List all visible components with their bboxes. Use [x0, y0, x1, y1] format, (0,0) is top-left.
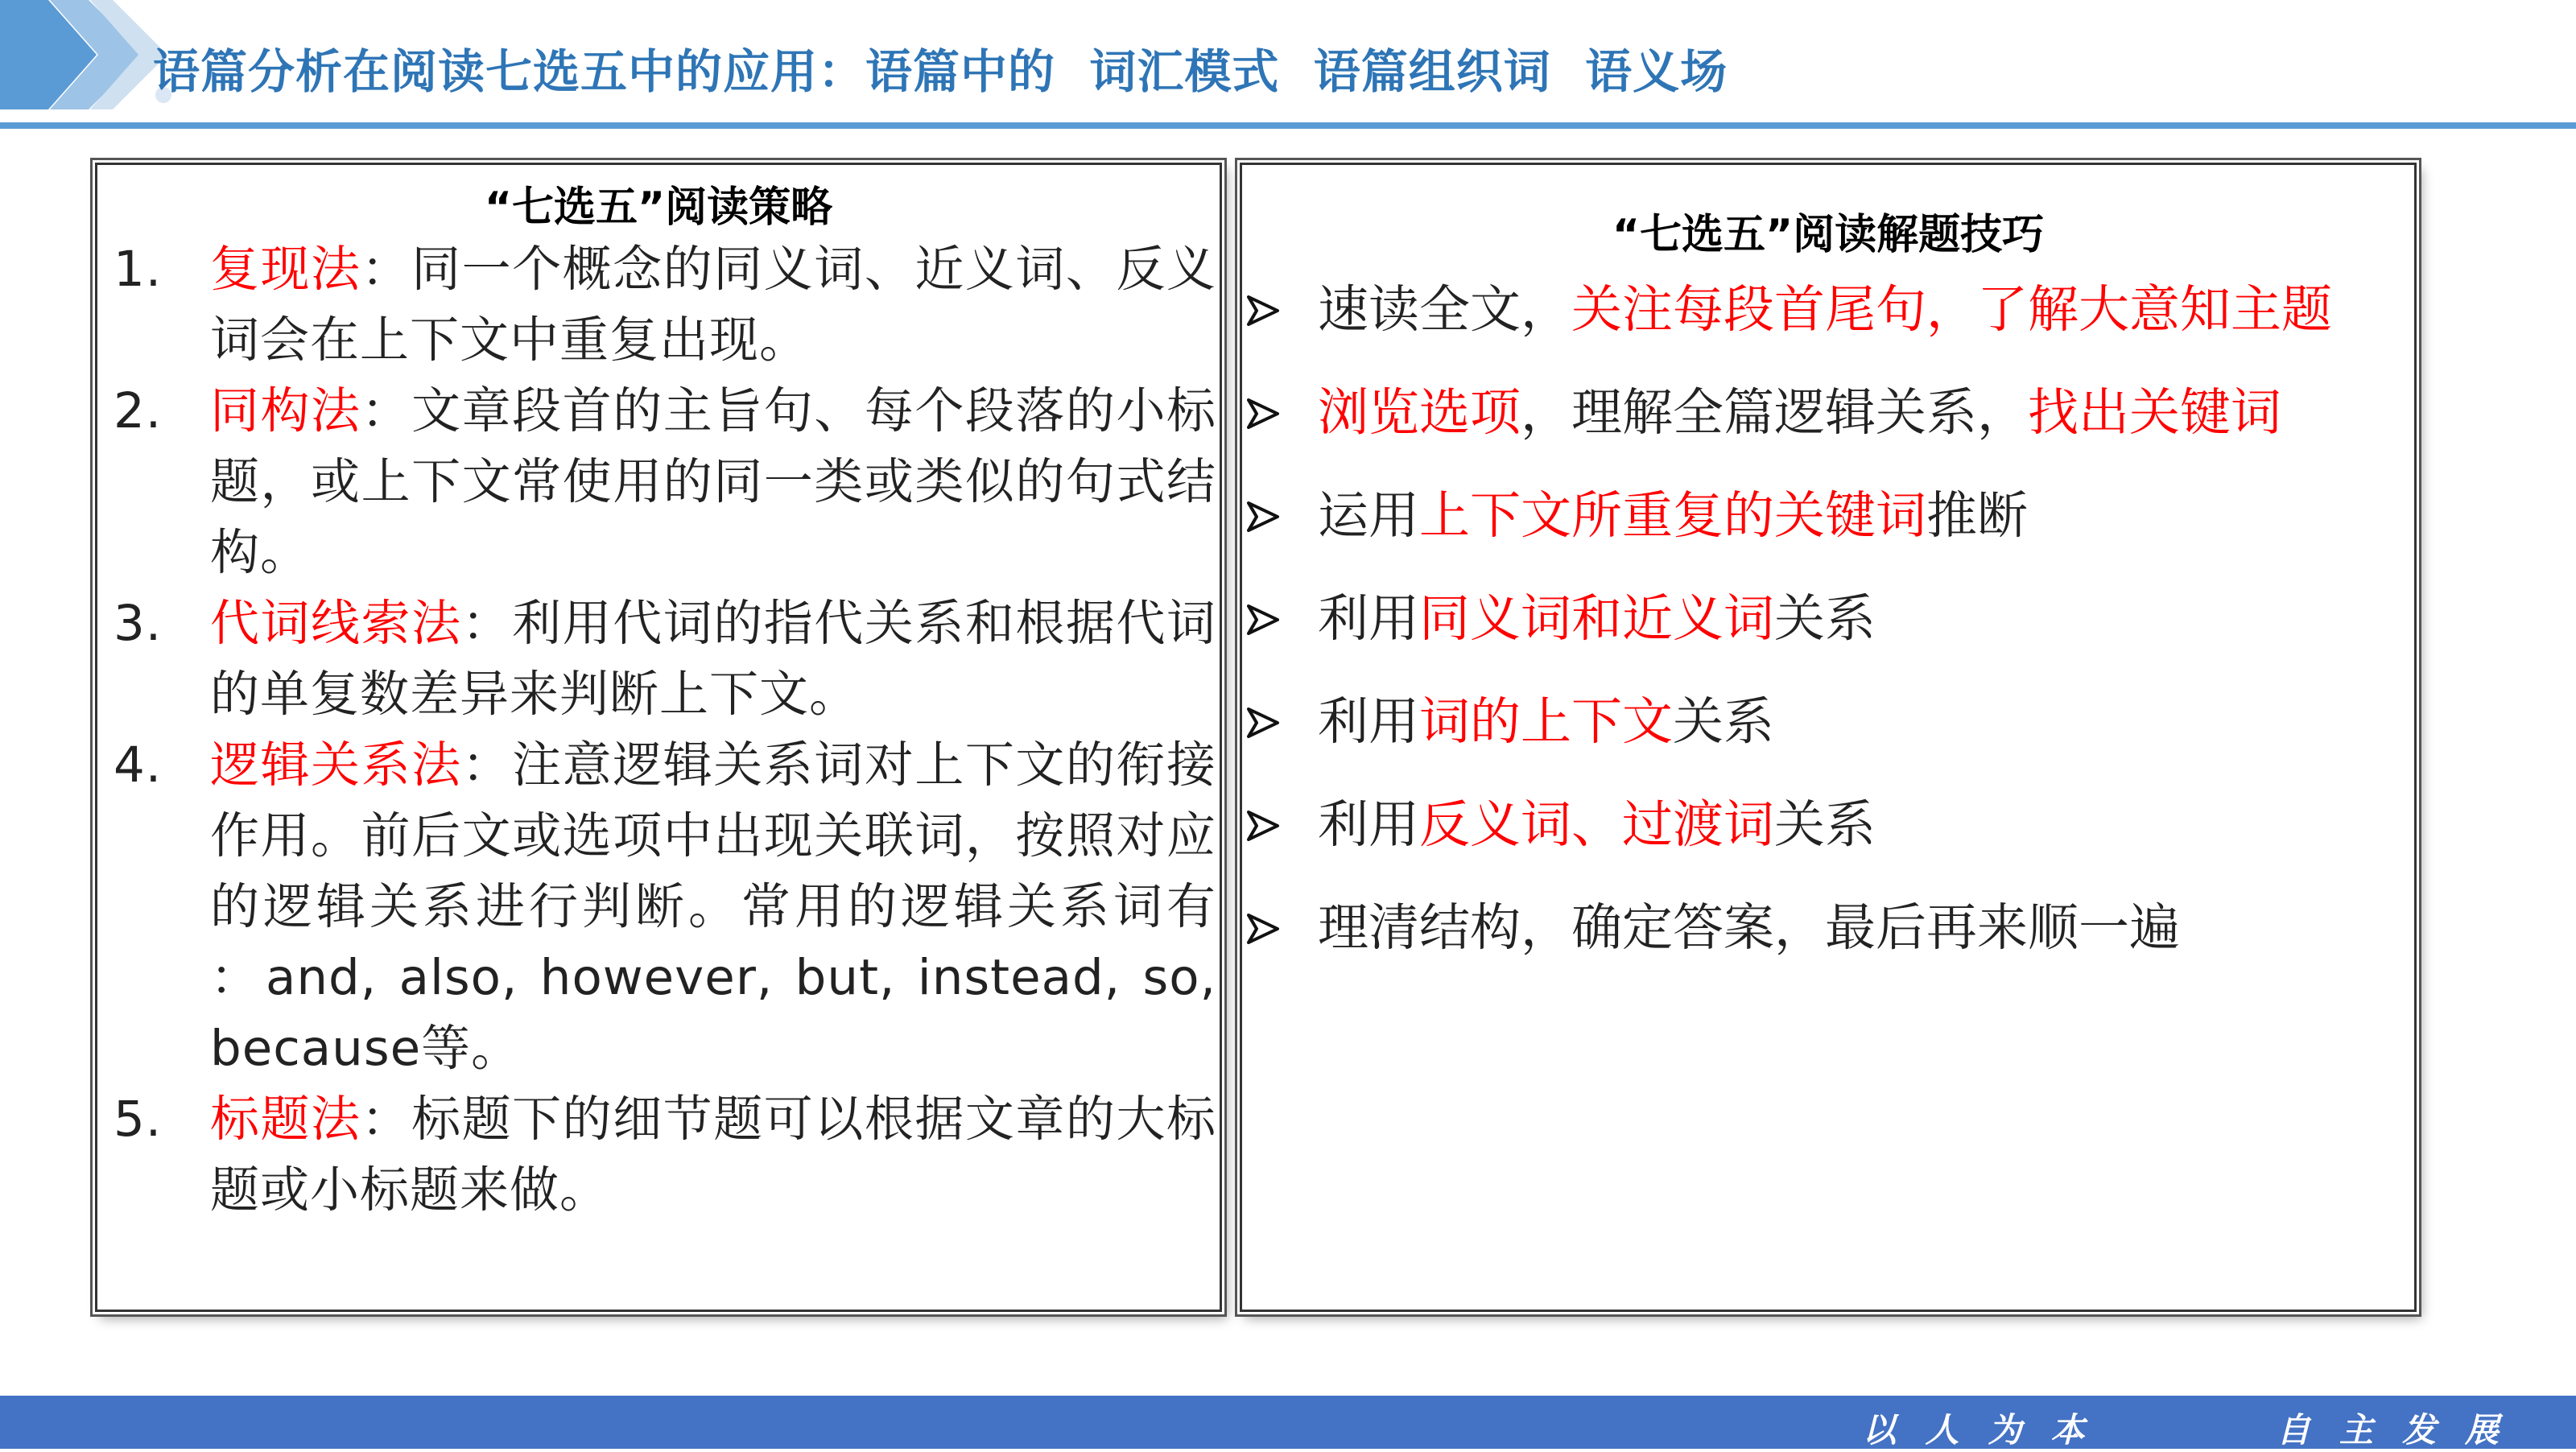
arrowhead-bullet-icon: [1247, 707, 1279, 738]
tip-text: 利用: [1318, 692, 1419, 751]
tip-item: [1242, 670, 2409, 773]
strategy-description: ：利用代词的指代关系和根据代词的单复数差异来判断上下文。: [210, 595, 1216, 723]
arrowhead-bullet-icon: [1247, 914, 1279, 944]
solving-tips-panel: [1240, 163, 2417, 1312]
arrowhead-bullet-icon: [1247, 501, 1279, 532]
strategy-description: ：标题下的细节题可以根据文章的大标题或小标题来做。: [210, 1091, 1216, 1219]
tip-highlight-text: 反义词、过渡词: [1419, 795, 1774, 854]
strategy-name: 标题法: [210, 1091, 361, 1148]
tip-text: 运用: [1318, 486, 1419, 545]
strategy-item: [114, 1084, 1216, 1226]
tips-panel-title: “七选五”阅读解题技巧: [1612, 211, 2045, 259]
tip-item: [1242, 877, 2409, 980]
tip-highlight-text: 浏览选项: [1318, 383, 1521, 442]
strategy-name: 逻辑关系法: [210, 736, 462, 794]
footer-bar: [0, 1396, 2576, 1449]
tip-item: [1242, 464, 2409, 567]
strategy-item: [114, 588, 1216, 730]
strategy-item: [114, 234, 1216, 376]
strategy-list: [114, 234, 1216, 1226]
reading-strategy-panel: [95, 163, 1222, 1312]
strategy-panel-title: “七选五”阅读策略: [484, 184, 833, 232]
header-divider: [0, 122, 2576, 129]
tip-text: ，理解全篇逻辑关系，: [1521, 383, 2028, 442]
strategy-name: 复现法: [210, 241, 361, 298]
tip-text: 理清结构，确定答案，最后再来顺一遍: [1318, 898, 2180, 957]
tip-highlight-text: 找出关键词: [2028, 383, 2281, 442]
strategy-number: 5.: [114, 1091, 163, 1148]
tip-item: [1242, 567, 2409, 670]
footer-motto: 以人为本 自主发展: [1862, 1410, 2528, 1450]
strategy-number: 4.: [114, 736, 163, 794]
page-title: 语篇分析在阅读七选五中的应用：语篇中的 词汇模式 语篇组织词 语义场: [153, 44, 1728, 99]
tip-item: [1242, 773, 2409, 877]
tips-list: [1242, 258, 2409, 980]
tip-text: 利用: [1318, 589, 1419, 648]
strategy-number: 2.: [114, 382, 163, 439]
strategy-name: 同构法: [210, 382, 361, 439]
strategy-item: [114, 376, 1216, 588]
tip-highlight-text: 上下文所重复的关键词: [1419, 486, 1926, 545]
tip-text: 关系: [1774, 795, 1876, 854]
tip-text: 关系: [1673, 692, 1774, 751]
strategy-name: 代词线索法: [210, 595, 462, 652]
tip-text: 速读全文，: [1318, 280, 1571, 339]
tip-text: 关系: [1774, 589, 1876, 648]
strategy-number: 3.: [114, 595, 163, 652]
tip-text: 推断: [1926, 486, 2028, 545]
arrowhead-bullet-icon: [1247, 398, 1279, 429]
strategy-description: ：注意逻辑关系词对上下文的衔接作用。前后文或选项中出现关联词，按照对应的逻辑关系进行判断。常用的逻辑关系词有 ：and, also, however, but, instead, so, because等。: [210, 736, 1216, 1077]
arrowhead-bullet-icon: [1247, 604, 1279, 635]
tip-text: 利用: [1318, 795, 1419, 854]
tip-highlight-text: 关注每段首尾句，了解大意知主题: [1571, 280, 2332, 339]
arrowhead-bullet-icon: [1247, 811, 1279, 841]
tip-item: [1242, 258, 2409, 361]
tip-highlight-text: 同义词和近义词: [1419, 589, 1774, 648]
tip-item: [1242, 361, 2409, 464]
strategy-number: 1.: [114, 241, 163, 298]
strategy-item: [114, 730, 1216, 1084]
strategy-description: ：文章段首的主旨句、每个段落的小标题，或上下文常使用的同一类或类似的句式结构。: [210, 382, 1216, 581]
strategy-description: ：同一个概念的同义词、近义词、反义词会在上下文中重复出现。: [210, 241, 1216, 369]
tip-highlight-text: 词的上下文: [1419, 692, 1673, 751]
arrowhead-bullet-icon: [1247, 295, 1279, 326]
